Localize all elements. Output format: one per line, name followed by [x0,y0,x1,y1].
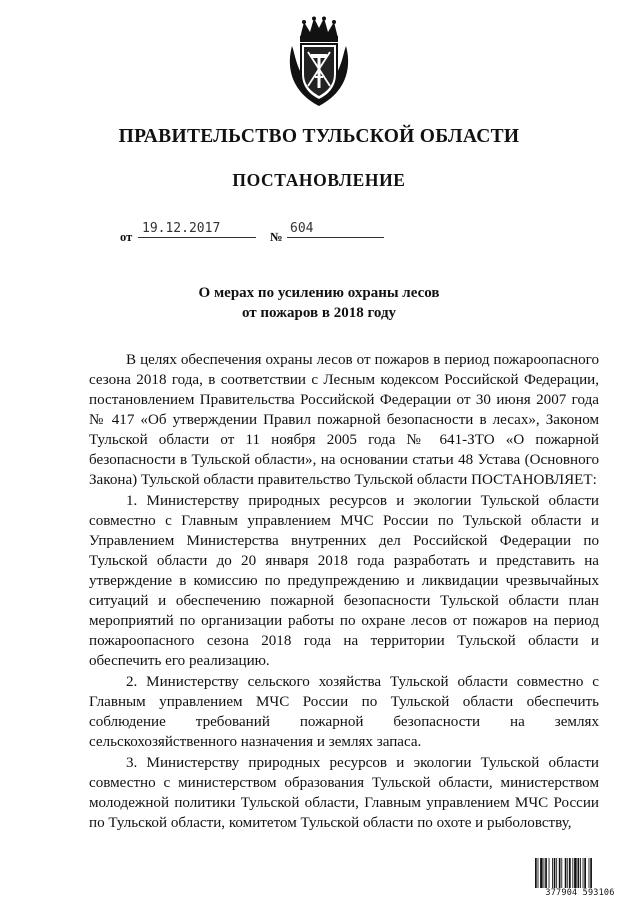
barcode-number: 377904 593106 [532,888,628,898]
subject-line-1: О мерах по усилению охраны лесов [198,285,440,301]
clause-paragraph-1: 1. Министерству природных ресурсов и экологии Тульской области совместно с Главным управлением МЧС России по Тульской области и Управлением Министерства внутренних дел Российской Федерации по Тульской области до 20 января 2018 года разработать и представить на утверждение в комиссию по предупреждению и ликвидации чрезвычайных ситуаций и обеспечению пожарной безопасности Тульской области план мероприятий по организации работы по охране лесов от пожаров на период пожароопасного сезона 2018 года на территории Тульской области и обеспечить его реализацию. [89,493,599,669]
subject-line-2: от пожаров в 2018 году [241,305,397,321]
organization-title: ПРАВИТЕЛЬСТВО ТУЛЬСКОЙ ОБЛАСТИ [118,126,520,147]
clause-paragraph-3: 3. Министерству природных ресурсов и экологии Тульской области совместно с министерством образования Тульской области, министерством молодежной политики Тульской области, Главным управлением МЧС России по Тульской области, комитетом Тульской области по охоте и рыболовству, [89,755,599,831]
document-body [89,350,599,833]
preamble-paragraph: В целях обеспечения охраны лесов от пожаров в период пожароопасного сезона 2018 года, в соответствии с Лесным кодексом Российской Федерации, постановлением Правительства Российской Федерации от 30 июня 2007 года № 417 «Об утверждении Правил пожарной безопасности в лесах», Законом Тульской области от 11 ноября 2005 года № 641-ЗТО «О пожарной безопасности в Тульской области», на основании статьи 48 Устава (Основного Закона) Тульской области правительство Тульской области ПОСТАНОВЛЯЕТ: [89,352,599,488]
date-label: от [120,230,133,244]
document-type-title: ПОСТАНОВЛЕНИЕ [232,170,406,190]
date-field: 19.12.2017 [138,220,256,238]
number-field: 604 [287,220,384,238]
clause-paragraph-2: 2. Министерству сельского хозяйства Тульской области совместно с Главным управлением МЧС России по Тульской области обеспечить соблюдение требований пожарной безопасности на землях сельскохозяйственного назначения и землях запаса. [89,674,599,750]
number-label: № [270,230,283,244]
document-subject [0,283,638,323]
tula-coat-of-arms-icon [286,16,352,108]
